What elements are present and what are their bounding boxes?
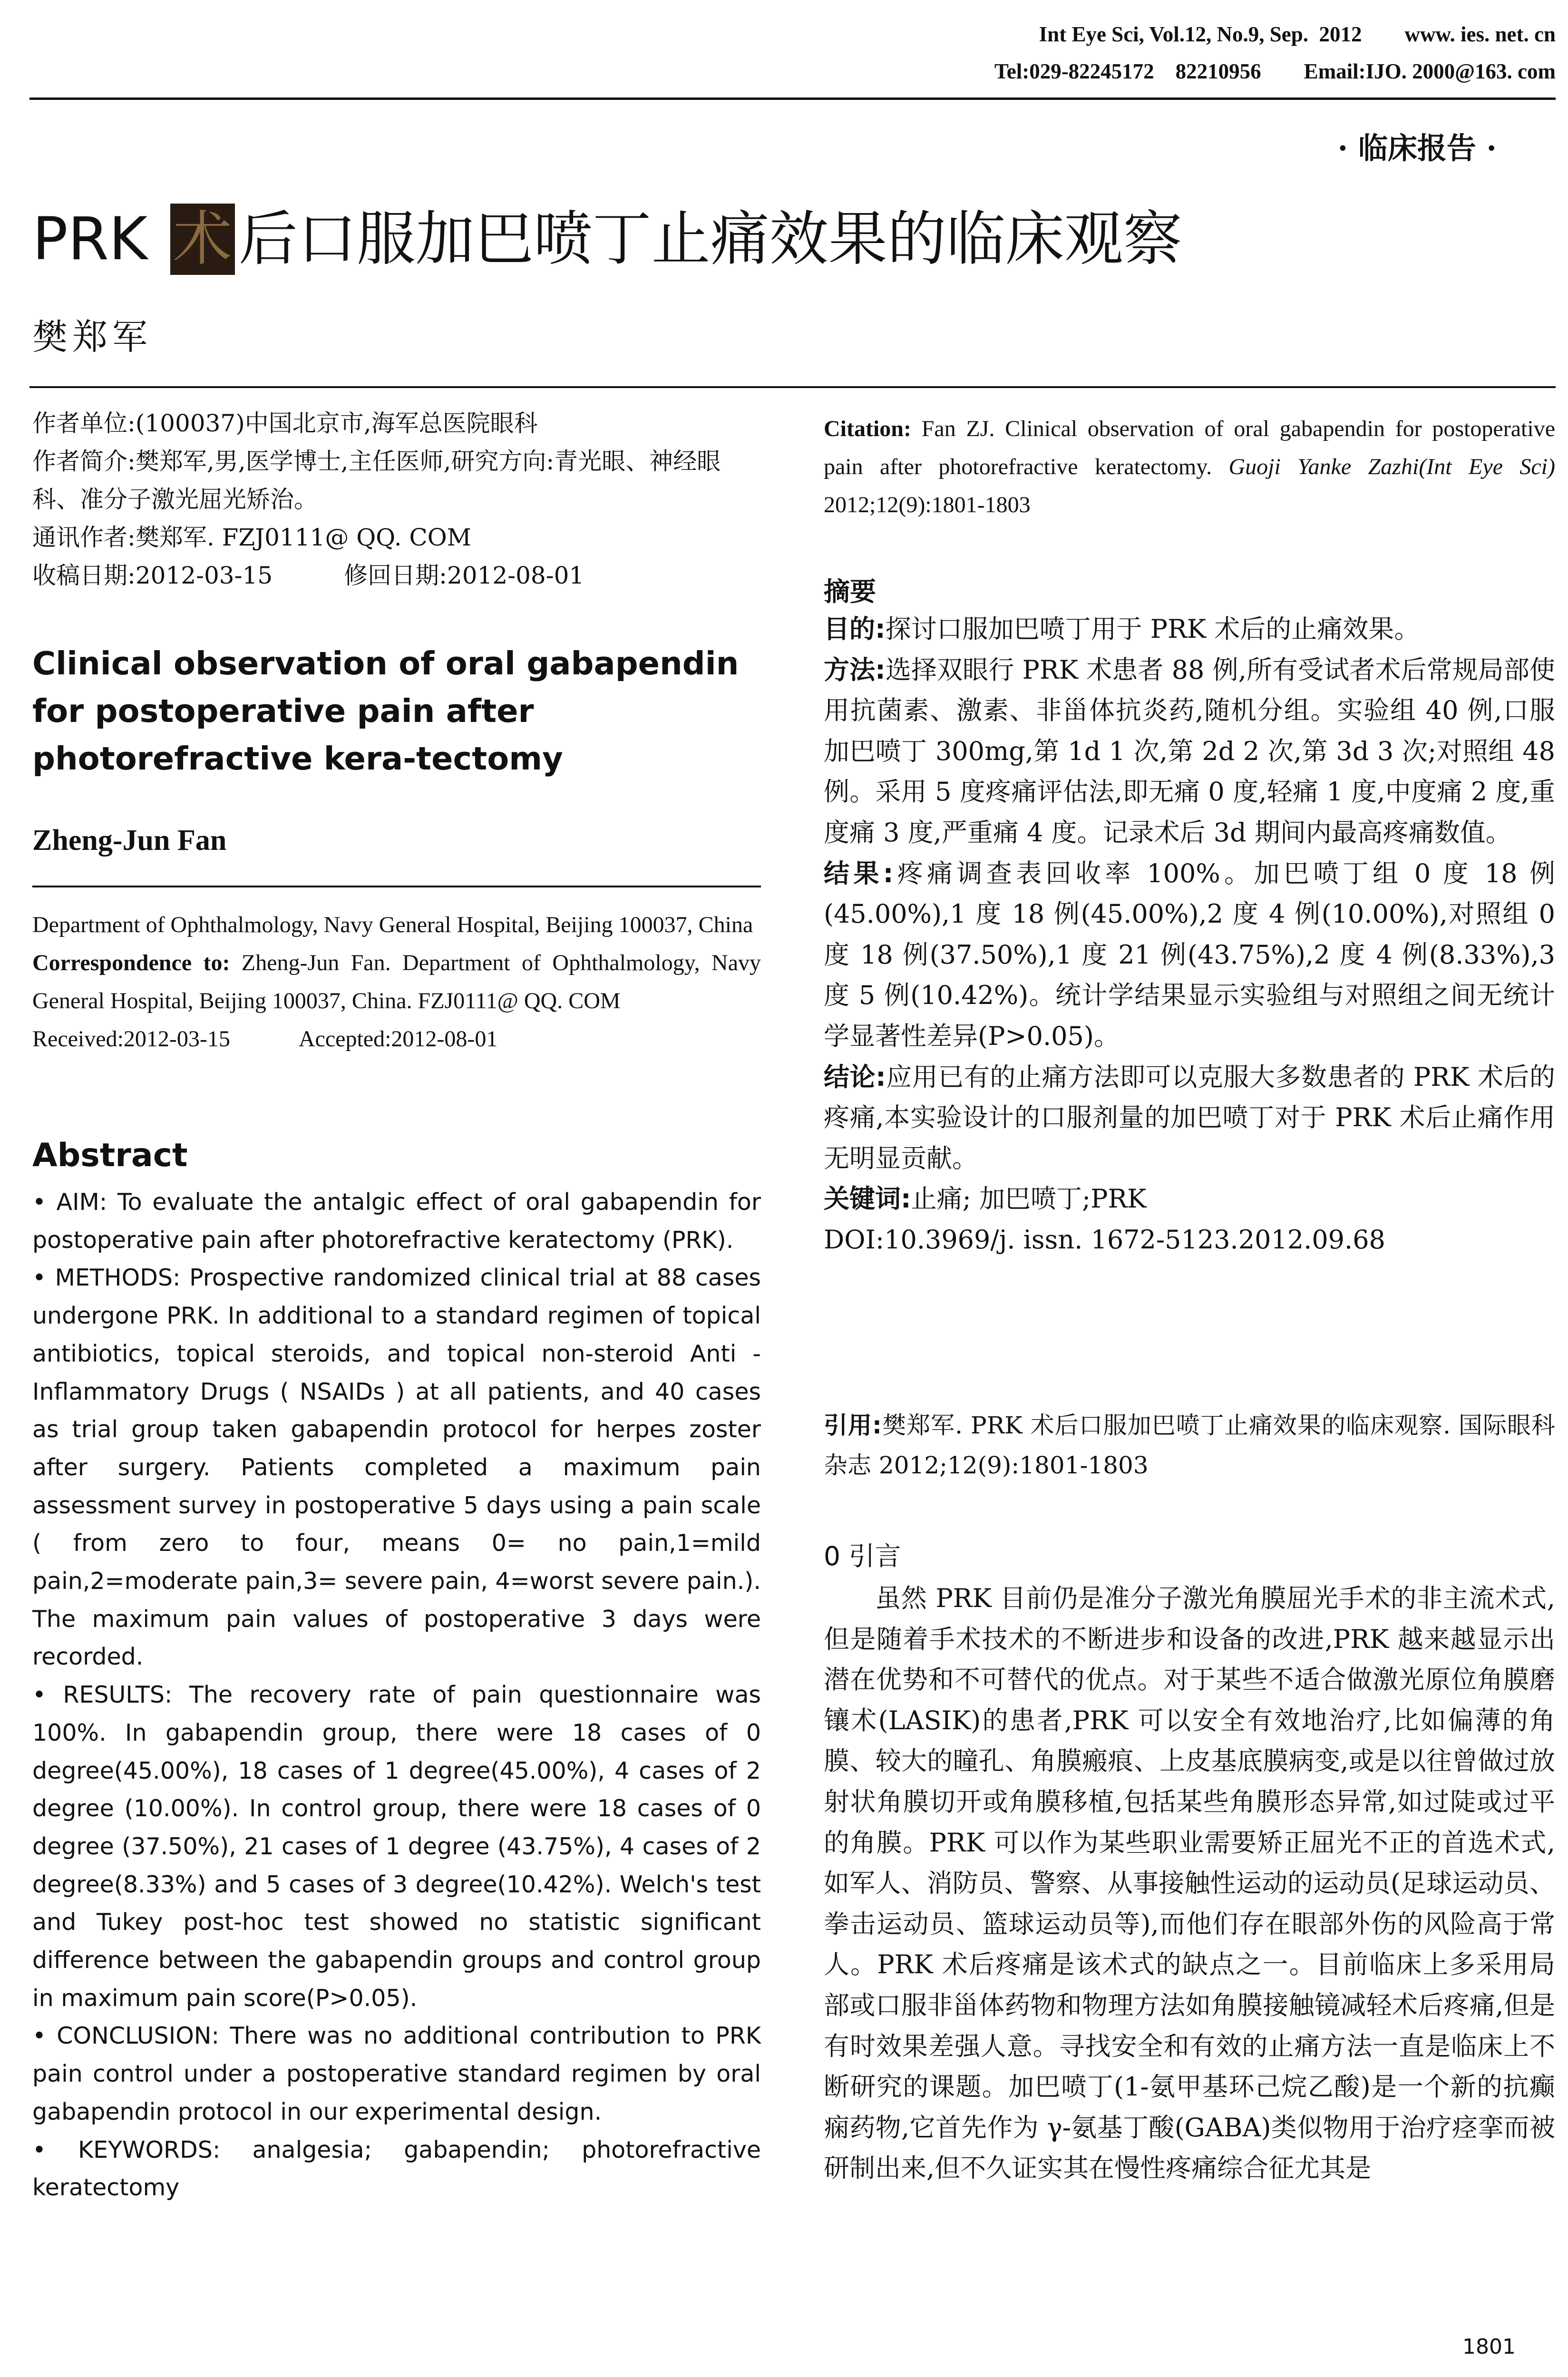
citation-text: Fan ZJ. Clinical observation of oral gabapendin for postoperative pain after photorefractive keratectomy.	[824, 416, 1555, 479]
conclusion-zh-label: 结论:	[824, 1062, 886, 1092]
journal-header-line2: Tel:029-82245172 82210956 Email:IJO. 2000@163. com	[994, 59, 1556, 83]
author-bio: 作者简介:樊郑军,男,医学博士,主任医师,研究方向:青光眼、神经眼科、准分子激光屈光矫治。	[32, 448, 721, 513]
abstract-zh-aim	[824, 609, 1555, 650]
abstract-zh-keywords	[824, 1179, 1555, 1219]
keywords-zh-label: 关键词:	[824, 1184, 911, 1214]
methods-zh-text: 选择双眼行 PRK 术患者 88 例,所有受试者术后常规局部使用抗菌素、激素、非甾体抗炎药,随机分组。实验组 40 例,口服加巴喷丁 300mg,第 1d 1 次,第 2d 2 次,第 3d 3 次;对照组 48 例。采用 5 度疼痛评估法,即无痛 0 度,轻痛 1 度,中度痛 2 度,重度痛 3 度,严重痛 4 度。记录术后 3d 期间内最高疼痛数值。	[824, 654, 1555, 848]
citation-tail: 2012;12(9):1801-1803	[824, 492, 1031, 517]
intro-paragraph: 虽然 PRK 目前仍是准分子激光角膜屈光手术的非主流术式,但是随着手术技术的不断进步和设备的改进,PRK 越来越显示出潜在优势和不可替代的优点。对于某些不适合做激光原位角膜磨镶术(LASIK)的患者,PRK 可以安全有效地治疗,比如偏薄的角膜、较大的瞳孔、角膜瘢痕、上皮基底膜病变,或是以往曾做过放射状角膜切开或角膜移植,包括某些角膜形态异常,如过陡或过平的角膜。PRK 可以作为某些职业需要矫正屈光不正的首选术式,如军人、消防员、警察、从事接触性运动的运动员(足球运动员、拳击运动员、篮球运动员等),而他们存在眼部外伤的风险高于常人。PRK 术后疼痛是该术式的缺点之一。目前临床上多采用局部或口服非甾体药物和物理方法如角膜接触镜减轻术后疼痛,但是有时效果差强人意。寻找安全和有效的止痛方法一直是临床上不断研究的课题。加巴喷丁(1-氨甲基环己烷乙酸)是一个新的抗癫痫药物,它首先作为 γ-氨基丁酸(GABA)类似物用于治疗痉挛而被研制出来,但不久证实其在慢性疼痛综合征尤其是	[824, 1583, 1556, 2183]
journal-header-line1: Int Eye Sci, Vol.12, No.9, Sep. 2012 www. ies. net. cn	[1039, 22, 1556, 46]
keywords-zh-text: 止痛; 加巴喷丁;PRK	[911, 1184, 1147, 1214]
abstract-methods: • METHODS: Prospective randomized clinical trial at 88 cases undergone PRK. In additional to a standard regimen of topical antibiotics, topical steroids, and topical non-steroid Anti - Inflammatory Drugs ( NSAIDs ) at all patients, and 40 cases as trial group taken gabapendin protocol for herpes zoster after surgery. Patients completed a maximum pain assessment survey in postoperative 5 days using a pain scale ( from zero to four, means 0= no pain,1=mild pain,2=moderate pain,3= severe pain, 4=worst severe pain.). The maximum pain values of postoperative 3 days were recorded.	[32, 1264, 761, 1671]
citation-zh-text: 樊郑军. PRK 术后口服加巴喷丁止痛效果的临床观察. 国际眼科杂志 2012;12(9):1801-1803	[824, 1412, 1556, 1479]
methods-zh-label: 方法:	[824, 654, 886, 685]
abstract-zh	[824, 609, 1555, 1260]
citation-zh-label: 引用:	[824, 1412, 882, 1439]
received-accepted: Received:2012-03-15 Accepted:2012-08-01	[32, 1026, 498, 1052]
title-highlight-mark: 术	[170, 204, 235, 275]
intro-heading: 0 引言	[824, 1541, 901, 1571]
english-author: Zheng-Jun Fan	[32, 824, 227, 857]
citation-journal: Guoji Yanke Zazhi(Int Eye Sci)	[1228, 454, 1555, 479]
english-title: Clinical observation of oral gabapendin for postoperative pain after photorefractive kera-tectomy	[32, 645, 739, 777]
english-abstract	[32, 1183, 761, 2207]
title-rest: 后口服加巴喷丁止痛效果的临床观察	[238, 205, 1182, 273]
results-zh-text: 疼痛调查表回收率 100%。加巴喷丁组 0 度 18 例(45.00%),1 度 18 例(45.00%),2 度 4 例(10.00%),对照组 0 度 18 例(37.50%),1 度 21 例(43.75%),2 度 4 例(8.33%),3 度 5 例(10.42%)。统计学结果显示实验组与对照组之间无统计学显著性差异(P>0.05)。	[824, 858, 1555, 1051]
correspondence-text: Zheng-Jun Fan. Department of Ophthalmology, Navy General Hospital, Beijing 100037, China. FZJ0111@ QQ. COM	[32, 950, 761, 1013]
conclusion-zh-text: 应用已有的止痛方法即可以克服大多数患者的 PRK 术后的疼痛,本实验设计的口服剂量的加巴喷丁对于 PRK 术后止痛作用无明显贡献。	[824, 1062, 1555, 1173]
abstract-results: • RESULTS: The recovery rate of pain questionnaire was 100%. In gabapendin group, there were 18 cases of 0 degree(45.00%), 18 cases of 1 degree(45.00%), 4 cases of 2 degree (10.00%). In control group, there were 18 cases of 0 degree (37.50%), 21 cases of 1 degree (43.75%), 4 cases of 2 degree(8.33%) and 5 cases of 3 degree(10.42%). Welch's test and Tukey post-hoc test showed no statistic significant difference between the gabapendin groups and control group in maximum pain score(P>0.05).	[32, 1681, 761, 2012]
section-tag: · 临床报告 ·	[1337, 131, 1497, 166]
abstract-heading: Abstract	[32, 1137, 188, 1174]
correspondence	[32, 944, 761, 1020]
abstract-zh-methods	[824, 650, 1555, 853]
abstract-aim: • AIM: To evaluate the antalgic effect of oral gabapendin for postoperative pain after photorefractive keratectomy (PRK).	[32, 1188, 761, 1254]
article-title	[32, 204, 1182, 275]
author-unit: 作者单位:(100037)中国北京市,海军总医院眼科	[32, 409, 538, 437]
affiliation-block	[32, 906, 761, 1058]
page-number: 1801	[1462, 2335, 1516, 2359]
meta-zh-block	[32, 404, 761, 594]
title-prefix: PRK	[32, 205, 166, 273]
citation-block	[824, 410, 1555, 524]
aim-zh-text: 探讨口服加巴喷丁用于 PRK 术后的止痛效果。	[885, 614, 1420, 644]
results-zh-label: 结果:	[824, 858, 894, 888]
aim-zh-label: 目的:	[824, 614, 886, 644]
citation-zh-block	[824, 1405, 1555, 1485]
intro-body	[824, 1578, 1555, 2189]
abstract-keywords: • KEYWORDS: analgesia; gabapendin; photorefractive keratectomy	[32, 2136, 761, 2202]
department: Department of Ophthalmology, Navy General Hospital, Beijing 100037, China	[32, 912, 753, 937]
doi: DOI:10.3969/j. issn. 1672-5123.2012.09.68	[824, 1224, 1385, 1255]
header-rule	[29, 97, 1556, 100]
author-zh: 樊郑军	[32, 317, 152, 358]
abstract-zh-results	[824, 853, 1555, 1057]
abstract-zh-heading: 摘要	[824, 576, 877, 607]
received-dates-zh: 收稿日期:2012-03-15 修回日期:2012-08-01	[32, 562, 584, 589]
abstract-zh-conclusion	[824, 1057, 1555, 1179]
citation-label: Citation:	[824, 416, 911, 441]
author-rule	[32, 886, 761, 887]
title-rule	[29, 386, 1556, 388]
english-title-block	[32, 640, 765, 782]
abstract-conclusion: • CONCLUSION: There was no additional contribution to PRK pain control under a postoperative standard regimen by oral gabapendin protocol in our experimental design.	[32, 2022, 761, 2125]
correspondence-label: Correspondence to:	[32, 950, 230, 975]
corresponding-author: 通讯作者:樊郑军. FZJ0111@ QQ. COM	[32, 524, 471, 551]
